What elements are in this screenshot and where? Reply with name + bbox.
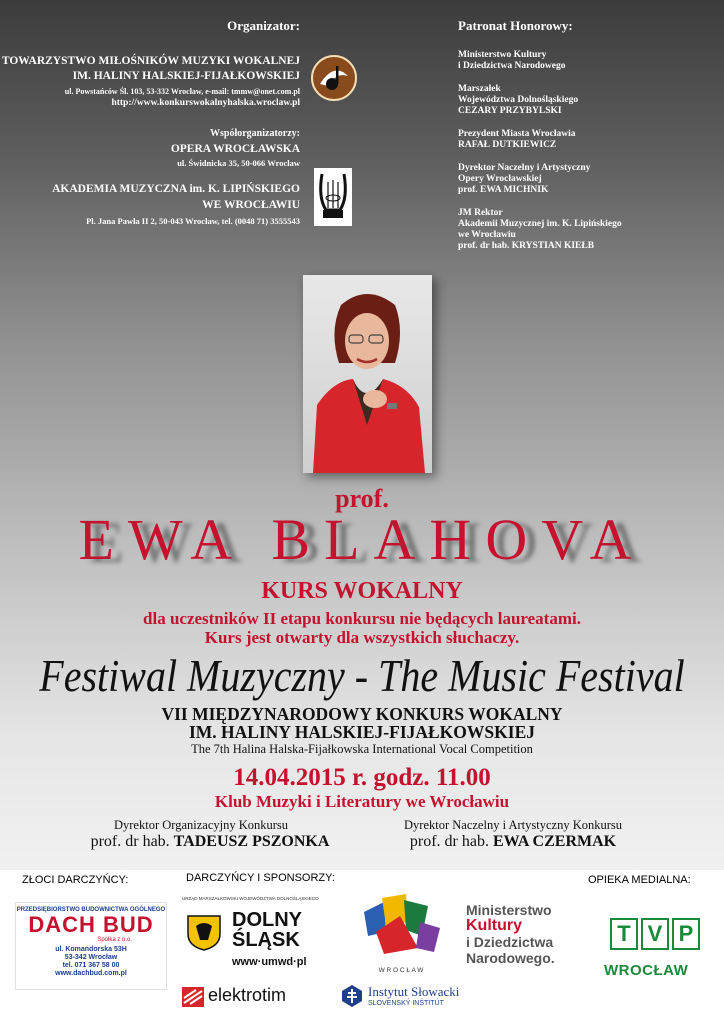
dachbud-logo[interactable]: PRZEDSIĘBIORSTWO BUDOWNICTWA OGÓLNEGO DACH BUD Spółka z o.o. ul. Komandorska 53H 53-342 Wrocław tel. 071 367 58 00 www.dachbud.com.pl (15, 902, 167, 990)
art-director-title: Dyrektor Naczelny i Artystyczny Konkursu (404, 818, 622, 832)
coorganizers-header: Współorganizatorzy: (210, 128, 300, 139)
course-description-2: Kurs jest otwarty dla wszystkich słuchaczy. (204, 628, 520, 647)
patronage-header: Patronat Honorowy: (458, 18, 573, 33)
opera-name: OPERA WROCŁAWSKA (170, 143, 300, 155)
art-director-name: prof. dr hab. EWA CZERMAK (409, 833, 617, 850)
gold-donors-header: ZŁOCI DARCZYŃCY: (22, 874, 129, 886)
tvp-letter-t: T (610, 918, 638, 950)
ministry-logo[interactable]: Ministerstwo Kultury i Dziedzictwa Narodowego. (466, 902, 555, 966)
prof-title: prof. (335, 484, 389, 513)
dachbud-name: DACH BUD (28, 912, 154, 937)
tvp-city: WROCŁAW (604, 962, 689, 979)
patron-rector: JM Rektor Akademii Muzycznej im. K. Lipińskiego we Wrocławiu prof. dr hab. KRYSTIAN KIEŁB (458, 208, 622, 251)
festival-title: Festiwal Muzyczny - The Music Festival (39, 649, 685, 702)
tvp-wroclaw-logo[interactable] (604, 918, 704, 988)
organizer-address: ul. Powstańców Śl. 103, 53-332 Wrocław, e-mail: tmmw@onet.com.pl (64, 87, 300, 96)
patron-mayor: Prezydent Miasta Wrocławia RAFAŁ DUTKIEWICZ (458, 129, 576, 150)
slovak-cross-icon (340, 984, 364, 1008)
tvp-letter-v: V (641, 918, 669, 950)
portrait-image (303, 275, 432, 473)
patron-marshal: Marszałek Województwa Dolnośląskiego CEZARY PRZYBYLSKI (458, 84, 579, 116)
org-director-name: prof. dr hab. TADEUSZ PSZONKA (90, 833, 330, 850)
lyre-icon (314, 168, 352, 226)
wroclaw-city-logo[interactable]: W R O C Ł A W (356, 892, 446, 974)
media-header: OPIEKA MEDIALNA: (588, 874, 691, 886)
event-venue: Klub Muzyki i Literatury we Wrocławiu (214, 792, 510, 811)
competition-name-en: The 7th Halina Halska-Fijałkowska International Vocal Competition (191, 742, 533, 756)
organizer-url[interactable]: http://www.konkurswokalnyhalska.wroclaw.pl (111, 98, 300, 108)
elektrotim-mark-icon (182, 987, 204, 1007)
event-date: 14.04.2015 r. godz. 11.00 (233, 764, 491, 791)
org-director-title: Dyrektor Organizacyjny Konkursu (113, 818, 289, 832)
society-logo (310, 54, 358, 102)
donors-header: DARCZYŃCY I SPONSORZY: (186, 872, 335, 884)
dolny-slask-logo[interactable]: URZĄD MARSZAŁKOWSKI WOJEWÓDZTWA DOLNOŚLĄSKIEGO DOLNY ŚLĄSK www·umwd·pl (182, 896, 319, 968)
competition-name-2: IM. HALINY HALSKIEJ-FIJAŁKOWSKIEJ (188, 722, 535, 742)
opera-address: ul. Świdnicka 35, 50-066 Wrocław (177, 158, 300, 168)
artist-name: EWA BLAHOVA (78, 507, 646, 572)
patronage-list (458, 50, 718, 252)
academy-address: Pl. Jana Pawła II 2, 50-043 Wrocław, tel. (0048 71) 3555543 (86, 216, 300, 226)
slovak-institute-logo[interactable]: Instytut Słowacki SLOVENSKÝ INŠTITÚT (340, 982, 480, 1012)
course-description-1: dla uczestników II etapu konkursu nie będących laureatami. (143, 609, 581, 628)
course-title: KURS WOKALNY (261, 578, 463, 604)
patron-opera-director: Dyrektor Naczelny i Artystyczny Opery Wrocławskiej prof. EWA MICHNIK (458, 163, 591, 195)
academy-name-1: AKADEMIA MUZYCZNA im. K. LIPIŃSKIEGO (52, 183, 300, 195)
organizer-name-1: TOWARZYSTWO MIŁOŚNIKÓW MUZYKI WOKALNEJ (1, 55, 300, 67)
portrait-photo (303, 275, 432, 473)
wroclaw-colorful-mark-icon (356, 892, 446, 962)
organizer-header: Organizator: (227, 18, 300, 33)
organizer-name-2: IM. HALINY HALSKIEJ-FIJAŁKOWSKIEJ (72, 70, 300, 82)
tvp-letter-p: P (672, 918, 700, 950)
academy-name-2: WE WROCŁAWIU (202, 199, 300, 211)
elektrotim-logo[interactable]: elektrotim (182, 985, 312, 1009)
patron-ministry: Ministerstwo Kultury i Dziedzictwa Narodowego (458, 50, 566, 71)
eagle-crest-icon (184, 912, 224, 952)
competition-name-1: VII MIĘDZYNARODOWY KONKURS WOKALNY (161, 704, 563, 724)
academy-logo (314, 168, 352, 226)
note-head-icon (310, 54, 358, 102)
